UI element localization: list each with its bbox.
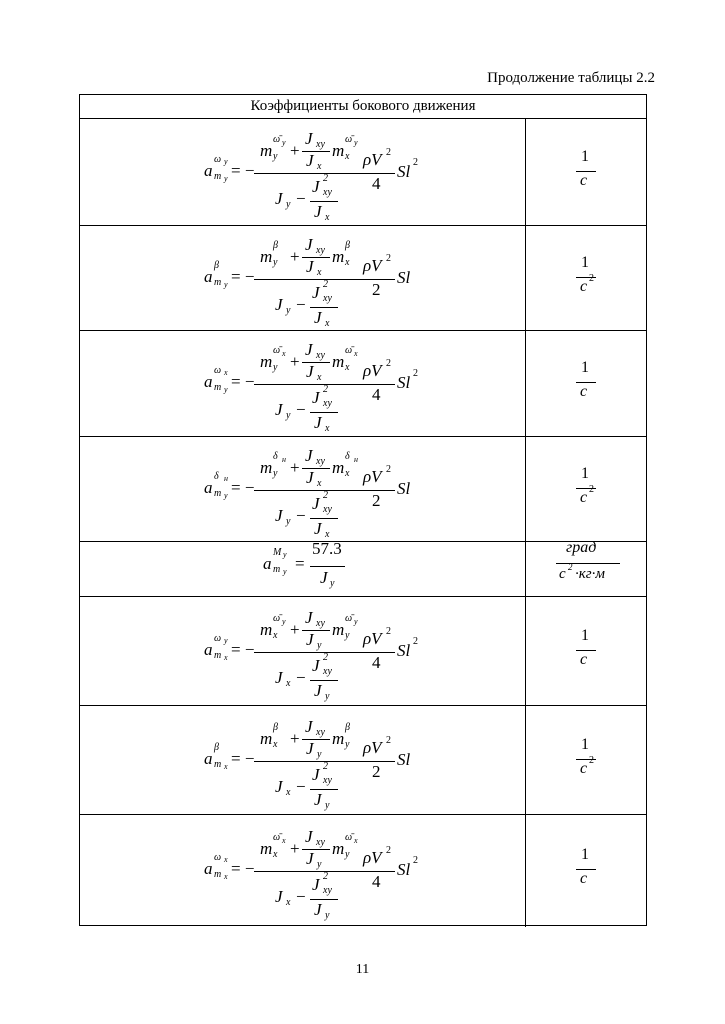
equals-minus: = −	[231, 859, 255, 878]
denominator-inertia-2-sub: y	[325, 691, 330, 702]
table-row	[80, 331, 646, 437]
moment-derivative-2-sup: β	[345, 240, 350, 251]
coefficient-sub-index: y	[224, 491, 228, 500]
coefficient-sub: m	[214, 277, 222, 288]
denominator-inertia-2: J	[314, 519, 322, 538]
denominator-inertia-sub: y	[286, 305, 291, 316]
pressure-denominator: 2	[372, 280, 381, 299]
moment-derivative-1: m	[260, 839, 273, 858]
moment-derivative-1-sup: β	[273, 240, 278, 251]
coefficient-symbol: a	[204, 267, 213, 286]
main-fraction-bar	[254, 652, 362, 653]
formula-cell	[80, 815, 526, 927]
pressure-numerator-sup: 2	[386, 358, 391, 369]
squared-inertia-product-sub: xy	[323, 666, 332, 677]
formula-cell	[80, 539, 526, 596]
unit-cell	[526, 226, 646, 330]
moment-derivative-2-sub: x	[345, 257, 350, 268]
pressure-numerator: ρV	[363, 738, 382, 757]
inertia-moment-sub: x	[317, 372, 322, 383]
formula-cell	[80, 706, 526, 814]
unit-cell	[526, 706, 646, 814]
coefficient-sub-index: x	[224, 762, 228, 771]
coefficient-sub: m	[214, 869, 222, 880]
moment-derivative-2-sup-index: x	[354, 349, 358, 358]
pressure-denominator: 2	[372, 491, 381, 510]
area-length-factor: Sl	[397, 860, 411, 879]
moment-derivative-1-sup-index: y	[282, 138, 286, 147]
unit-cell	[526, 815, 646, 927]
table-row	[80, 437, 646, 542]
unit-numerator: 1	[581, 846, 589, 863]
squared-inertia-product: J	[312, 656, 320, 675]
moment-derivative-1-sub: y	[273, 362, 278, 373]
formula-cell	[80, 226, 526, 330]
table-header: Коэффициенты бокового движения	[80, 95, 646, 119]
pressure-denominator: 2	[372, 762, 381, 781]
plus-sign: +	[290, 352, 300, 371]
moment-derivative-2-sub: y	[345, 739, 350, 750]
moment-derivative-2-sub: y	[345, 849, 350, 860]
inertia-product: J	[305, 827, 313, 846]
moment-derivative-2-sup: ω̄	[345, 613, 353, 624]
denominator-inertia: J	[275, 668, 283, 687]
moment-derivative-2-sup: ω̄	[345, 134, 353, 145]
formula-cell	[80, 597, 526, 705]
formula-cell	[80, 437, 526, 541]
table-row	[80, 815, 646, 927]
inertia-moment-sub: x	[317, 478, 322, 489]
moment-derivative-2-sup: ω̄	[345, 345, 353, 356]
main-fraction-bar	[254, 173, 362, 174]
inertia-product: J	[305, 608, 313, 627]
coefficient-sub: m	[214, 382, 222, 393]
inertia-product: J	[305, 717, 313, 736]
moment-derivative-2: m	[332, 247, 345, 266]
area-length-factor: Sl	[397, 268, 411, 287]
moment-derivative-2: m	[332, 458, 345, 477]
coefficient-sub: m	[214, 488, 222, 499]
denominator-inertia-2: J	[314, 202, 322, 221]
coefficient-symbol: a	[204, 859, 213, 878]
equals-minus: = −	[231, 161, 255, 180]
inertia-moment-sub: y	[317, 749, 322, 760]
unit-denominator-sup: 2	[589, 484, 594, 495]
moment-derivative-1-sup: β	[273, 722, 278, 733]
inertia-product-sub: xy	[316, 837, 325, 848]
denominator-inertia-sub: y	[286, 199, 291, 210]
equals-minus: = −	[231, 749, 255, 768]
pressure-denominator: 4	[372, 653, 381, 672]
unit-cell	[526, 539, 646, 596]
unit-numerator: 1	[581, 736, 589, 753]
squared-inertia-product-sup: 2	[323, 490, 328, 501]
minus-sign: −	[296, 506, 306, 525]
moment-derivative-2: m	[332, 352, 345, 371]
coefficient-sup-index: y	[224, 636, 228, 645]
moment-derivative-1-sub: y	[273, 151, 278, 162]
coefficient-sup: β	[214, 742, 219, 753]
coefficients-table	[79, 94, 647, 926]
unit-cell	[526, 597, 646, 705]
pressure-denominator: 4	[372, 872, 381, 891]
moment-derivative-1-sub: x	[273, 630, 278, 641]
moment-derivative-1-sup: ω̄	[273, 345, 281, 356]
inertia-moment: J	[306, 630, 314, 649]
minus-sign: −	[296, 295, 306, 314]
unit-denominator-rest: ·кг·м	[575, 566, 605, 582]
moment-derivative-2-sub: y	[345, 630, 350, 641]
pressure-numerator-sup: 2	[386, 147, 391, 158]
moment-derivative-2-sup-index: y	[354, 138, 358, 147]
inertia-product-sub: xy	[316, 456, 325, 467]
denominator-inertia-2-sub: y	[325, 910, 330, 921]
coefficient-sup-index: y	[224, 157, 228, 166]
plus-sign: +	[290, 729, 300, 748]
unit-numerator: 1	[581, 254, 589, 271]
denominator-inertia: J	[275, 400, 283, 419]
area-length-factor-sup: 2	[413, 855, 418, 866]
pressure-denominator: 4	[372, 174, 381, 193]
table-row	[80, 539, 646, 597]
squared-inertia-product-sub: xy	[323, 293, 332, 304]
denominator-inertia-2: J	[314, 308, 322, 327]
equals-minus: = −	[231, 267, 255, 286]
squared-inertia-product: J	[312, 177, 320, 196]
moment-derivative-1-sup: ω̄	[273, 134, 281, 145]
plus-sign: +	[290, 620, 300, 639]
inertia-moment: J	[306, 468, 314, 487]
coefficient-sup: δ	[214, 471, 219, 482]
unit-denominator-sup: 2	[568, 562, 573, 572]
moment-derivative-2: m	[332, 141, 345, 160]
coefficient-sub-index: x	[224, 872, 228, 881]
pressure-numerator: ρV	[363, 467, 382, 486]
inertia-product-sub: xy	[316, 350, 325, 361]
inertia-moment: J	[306, 257, 314, 276]
area-length-factor: Sl	[397, 479, 411, 498]
area-length-factor: Sl	[397, 641, 411, 660]
moment-derivative-1-sup-index: x	[282, 349, 286, 358]
coefficient-sup: ω	[214, 365, 222, 376]
unit-cell	[526, 437, 646, 541]
pressure-numerator: ρV	[363, 150, 382, 169]
coefficient-symbol: a	[204, 161, 213, 180]
equals-minus: = −	[231, 640, 255, 659]
unit-numerator: 1	[581, 148, 589, 165]
denominator-inertia-sub: y	[286, 410, 291, 421]
minus-sign: −	[296, 668, 306, 687]
main-fraction-bar	[254, 279, 362, 280]
pressure-numerator-sup: 2	[386, 464, 391, 475]
equals-sign: =	[295, 554, 305, 573]
inertia-product-sub: xy	[316, 727, 325, 738]
squared-inertia-product-sub: xy	[323, 187, 332, 198]
pressure-numerator: ρV	[363, 848, 382, 867]
squared-inertia-product-sub: xy	[323, 775, 332, 786]
inertia-moment-sub: y	[317, 859, 322, 870]
table-continuation-caption: Продолжение таблицы 2.2	[487, 70, 655, 86]
denominator-inertia-sub: x	[286, 897, 291, 908]
inertia-moment: J	[306, 739, 314, 758]
moment-derivative-1-sup: δ	[273, 451, 278, 462]
moment-derivative-2-sup-index: н	[354, 455, 358, 464]
denominator: J	[320, 568, 328, 587]
moment-derivative-1-sup: ω̄	[273, 832, 281, 843]
moment-derivative-2-sub: x	[345, 468, 350, 479]
unit-denominator: c	[559, 566, 566, 582]
moment-derivative-2-sub: x	[345, 151, 350, 162]
main-fraction-bar	[254, 384, 362, 385]
coefficient-sub-index: y	[224, 280, 228, 289]
coefficient-symbol: a	[204, 640, 213, 659]
denominator-inertia-2: J	[314, 413, 322, 432]
coefficient-sup: M	[273, 547, 282, 558]
pressure-numerator: ρV	[363, 361, 382, 380]
moment-derivative-2-sup-index: y	[354, 617, 358, 626]
area-length-factor: Sl	[397, 373, 411, 392]
moment-derivative-1: m	[260, 352, 273, 371]
denominator-inertia-2: J	[314, 681, 322, 700]
moment-derivative-1-sub: x	[273, 739, 278, 750]
coefficient-symbol: a	[204, 749, 213, 768]
denominator-inertia-2-sub: x	[325, 529, 330, 540]
minus-sign: −	[296, 189, 306, 208]
unit-numerator: 1	[581, 465, 589, 482]
coefficient-symbol: a	[263, 554, 272, 573]
moment-derivative-1-sup: ω̄	[273, 613, 281, 624]
unit-denominator-sup: 2	[589, 273, 594, 284]
moment-derivative-1-sup-index: x	[282, 836, 286, 845]
unit-denominator: c	[580, 760, 588, 777]
inertia-moment: J	[306, 151, 314, 170]
coefficient-sup-index: y	[283, 550, 287, 559]
squared-inertia-product-sup: 2	[323, 173, 328, 184]
squared-inertia-product: J	[312, 765, 320, 784]
inertia-product: J	[305, 446, 313, 465]
moment-derivative-1: m	[260, 247, 273, 266]
table-row	[80, 706, 646, 815]
inertia-moment: J	[306, 362, 314, 381]
coefficient-sub: m	[214, 759, 222, 770]
denominator-inertia-2-sub: x	[325, 423, 330, 434]
inertia-product: J	[305, 129, 313, 148]
moment-derivative-2-sup: δ	[345, 451, 350, 462]
inertia-product-sub: xy	[316, 139, 325, 150]
coefficient-sup: ω	[214, 633, 222, 644]
area-length-factor: Sl	[397, 750, 411, 769]
formula-cell	[80, 119, 526, 225]
inertia-moment-sub: y	[317, 640, 322, 651]
unit-fraction-bar	[556, 563, 620, 564]
moment-derivative-2: m	[332, 729, 345, 748]
main-fraction-bar	[254, 761, 362, 762]
denominator-inertia-2-sub: x	[325, 212, 330, 223]
squared-inertia-product-sup: 2	[323, 761, 328, 772]
denominator-sub: y	[330, 578, 335, 589]
inertia-moment-sub: x	[317, 161, 322, 172]
numerator: 57.3	[312, 539, 342, 558]
coefficient-sup: ω	[214, 852, 222, 863]
coefficient-sup-index: x	[224, 368, 228, 377]
table-row	[80, 226, 646, 331]
unit-denominator: c	[580, 489, 588, 506]
moment-derivative-1-sup-index: н	[282, 455, 286, 464]
inertia-moment: J	[306, 849, 314, 868]
plus-sign: +	[290, 247, 300, 266]
denominator-inertia-sub: y	[286, 516, 291, 527]
denominator-inertia-2-sub: x	[325, 318, 330, 329]
plus-sign: +	[290, 839, 300, 858]
moment-derivative-1: m	[260, 729, 273, 748]
moment-derivative-2-sub: x	[345, 362, 350, 373]
squared-inertia-product-sup: 2	[323, 279, 328, 290]
coefficient-sup: β	[214, 260, 219, 271]
squared-inertia-product-sub: xy	[323, 398, 332, 409]
squared-inertia-product-sup: 2	[323, 871, 328, 882]
moment-derivative-2: m	[332, 839, 345, 858]
pressure-numerator-sup: 2	[386, 845, 391, 856]
inertia-product: J	[305, 235, 313, 254]
moment-derivative-1: m	[260, 141, 273, 160]
denominator-inertia-2: J	[314, 900, 322, 919]
minus-sign: −	[296, 887, 306, 906]
moment-derivative-1-sup-index: y	[282, 617, 286, 626]
coefficient-sub-index: x	[224, 653, 228, 662]
unit-cell	[526, 331, 646, 436]
squared-inertia-product: J	[312, 388, 320, 407]
moment-derivative-1-sub: x	[273, 849, 278, 860]
inertia-product-sub: xy	[316, 245, 325, 256]
coefficient-sub: m	[214, 650, 222, 661]
squared-inertia-product-sup: 2	[323, 652, 328, 663]
unit-numerator: 1	[581, 359, 589, 376]
moment-derivative-2-sup: ω̄	[345, 832, 353, 843]
coefficient-symbol: a	[204, 478, 213, 497]
minus-sign: −	[296, 777, 306, 796]
inertia-product: J	[305, 340, 313, 359]
plus-sign: +	[290, 458, 300, 477]
unit-cell	[526, 119, 646, 225]
coefficient-sub-index: y	[224, 174, 228, 183]
pressure-numerator: ρV	[363, 629, 382, 648]
squared-inertia-product: J	[312, 875, 320, 894]
inertia-moment-sub: x	[317, 267, 322, 278]
area-length-factor-sup: 2	[413, 368, 418, 379]
unit-numerator: 1	[581, 627, 589, 644]
denominator-inertia: J	[275, 887, 283, 906]
moment-derivative-2-sup-index: x	[354, 836, 358, 845]
denominator-inertia: J	[275, 506, 283, 525]
pressure-numerator-sup: 2	[386, 253, 391, 264]
pressure-denominator: 4	[372, 385, 381, 404]
area-length-factor-sup: 2	[413, 157, 418, 168]
coefficient-symbol: a	[204, 372, 213, 391]
coefficient-sup-index: x	[224, 855, 228, 864]
denominator-inertia-2: J	[314, 790, 322, 809]
coefficient-sub: m	[214, 171, 222, 182]
squared-inertia-product-sub: xy	[323, 885, 332, 896]
moment-derivative-2-sup: β	[345, 722, 350, 733]
minus-sign: −	[296, 400, 306, 419]
coefficient-sub: m	[273, 564, 281, 575]
denominator-inertia: J	[275, 295, 283, 314]
coefficient-sup-index: н	[224, 474, 228, 483]
pressure-numerator-sup: 2	[386, 626, 391, 637]
squared-inertia-product-sub: xy	[323, 504, 332, 515]
unit-denominator: c	[580, 172, 588, 189]
unit-numerator: град	[566, 539, 597, 556]
unit-denominator: c	[580, 651, 588, 668]
squared-inertia-product-sup: 2	[323, 384, 328, 395]
squared-inertia-product: J	[312, 283, 320, 302]
equals-minus: = −	[231, 478, 255, 497]
inertia-product-sub: xy	[316, 618, 325, 629]
equals-minus: = −	[231, 372, 255, 391]
denominator-inertia-sub: x	[286, 787, 291, 798]
formula-cell	[80, 331, 526, 436]
pressure-numerator: ρV	[363, 256, 382, 275]
moment-derivative-1-sub: y	[273, 257, 278, 268]
table-row	[80, 597, 646, 706]
moment-derivative-1-sub: y	[273, 468, 278, 479]
main-fraction-bar	[254, 871, 362, 872]
fraction-bar	[310, 566, 345, 567]
coefficient-sup: ω	[214, 154, 222, 165]
unit-denominator: c	[580, 870, 588, 887]
unit-denominator: c	[580, 278, 588, 295]
unit-denominator: c	[580, 383, 588, 400]
main-fraction-bar	[254, 490, 362, 491]
denominator-inertia: J	[275, 777, 283, 796]
unit-denominator-sup: 2	[589, 755, 594, 766]
denominator-inertia-2-sub: y	[325, 800, 330, 811]
pressure-numerator-sup: 2	[386, 735, 391, 746]
area-length-factor: Sl	[397, 162, 411, 181]
table-row	[80, 119, 646, 226]
coefficient-sub-index: y	[224, 385, 228, 394]
denominator-inertia-sub: x	[286, 678, 291, 689]
denominator-inertia: J	[275, 189, 283, 208]
page-number: 11	[355, 962, 370, 977]
plus-sign: +	[290, 141, 300, 160]
moment-derivative-2: m	[332, 620, 345, 639]
squared-inertia-product: J	[312, 494, 320, 513]
moment-derivative-1: m	[260, 620, 273, 639]
coefficient-sub-index: y	[283, 567, 287, 576]
area-length-factor-sup: 2	[413, 636, 418, 647]
moment-derivative-1: m	[260, 458, 273, 477]
